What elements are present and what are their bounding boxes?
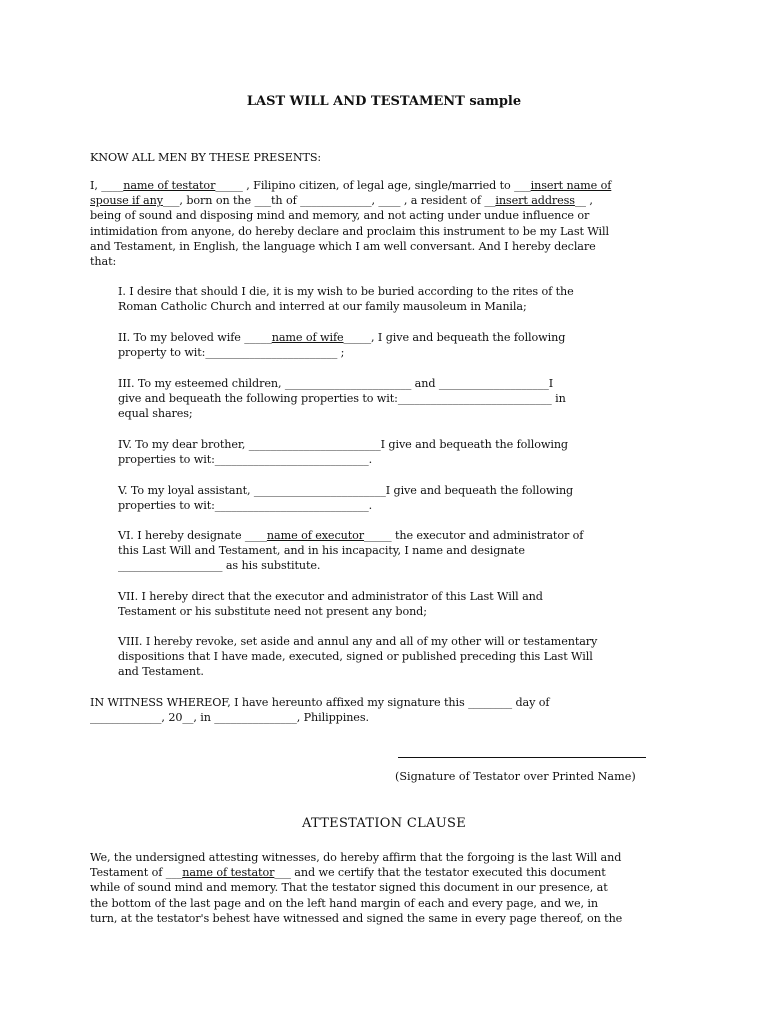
intro-paragraph — [90, 178, 680, 269]
clause-4 — [118, 437, 658, 467]
clause-4-line-1: IV. To my dear brother, ________________________I give and bequeath the following — [118, 438, 568, 451]
clause-8-line-3: and Testament. — [118, 665, 204, 679]
clause-3-line-1: III. To my esteemed children, _______________________ and ____________________I — [118, 377, 554, 390]
text-segment: ___ and we certify that the testator executed this document — [274, 866, 606, 880]
address-field: insert address — [495, 194, 575, 208]
spouse-name-field: insert name of — [530, 179, 612, 192]
clause-8-line-2: dispositions that I have made, executed, signed or published preceding this Last Will — [118, 650, 593, 664]
witness-paragraph — [90, 695, 680, 725]
clause-6-line-2: this Last Will and Testament, and in his incapacity, I name and designate — [118, 544, 525, 558]
clause-5 — [118, 483, 658, 513]
executor-name-field: name of executor — [266, 529, 365, 542]
text-segment: I, ____ — [90, 179, 124, 192]
clause-6-line-1 — [118, 528, 658, 543]
testator-name-field: name of testator — [123, 179, 216, 192]
text-segment: ___, born on the ___th of _____________, ____ , a resident of __ — [162, 194, 496, 208]
know-all-heading — [90, 150, 680, 165]
attestation-line-1: We, the undersigned attesting witnesses, do hereby affirm that the forgoing is the last Will and — [90, 851, 622, 864]
clause-7-line-1: VII. I hereby direct that the executor and administrator of this Last Will and — [118, 590, 543, 603]
attestation-title: ATTESTATION CLAUSE — [302, 816, 466, 831]
text-segment: VI. I hereby designate ____ — [118, 529, 267, 542]
text-segment: _____ , Filipino citizen, of legal age, single/married to ___ — [215, 179, 531, 192]
document-title: LAST WILL AND TESTAMENT sample — [246, 94, 522, 109]
witness-line-1: IN WITNESS WHEREOF, I have hereunto affixed my signature this ________ day of — [90, 696, 550, 709]
clause-7 — [118, 589, 658, 619]
text-segment: _____ the executor and administrator of — [364, 529, 584, 542]
clause-7-line-2: Testament or his substitute need not present any bond; — [118, 605, 427, 619]
clause-1-line-2: Roman Catholic Church and interred at our family mausoleum in Manila; — [118, 300, 527, 314]
wife-name-field: name of wife — [271, 331, 344, 344]
spouse-name-field-cont: spouse if any — [90, 194, 163, 208]
clause-5-line-2: properties to wit:____________________________. — [118, 499, 373, 513]
clause-1-line-1: I. I desire that should I die, it is my wish to be buried according to the rites of the — [118, 285, 574, 298]
clause-3-line-3: equal shares; — [118, 407, 193, 421]
attestation-paragraph — [90, 850, 680, 926]
clause-4-line-2: properties to wit:____________________________. — [118, 453, 373, 467]
know-all-text: KNOW ALL MEN BY THESE PRESENTS: — [90, 151, 322, 164]
attestation-line-4: the bottom of the last page and on the left hand margin of each and every page, and we, in — [90, 896, 599, 910]
clause-3-line-2: give and bequeath the following properties to wit:____________________________ in — [118, 392, 566, 406]
text-segment: __ , — [574, 194, 593, 208]
signature-caption: (Signature of Testator over Printed Name) — [395, 770, 636, 783]
clause-3 — [118, 376, 658, 422]
clause-8-line-1: VIII. I hereby revoke, set aside and annul any and all of my other will or testamentary — [118, 635, 598, 648]
attestation-line-3: while of sound mind and memory. That the testator signed this document in our presence, at — [90, 881, 608, 895]
intro-line-3: being of sound and disposing mind and memory, and not acting under undue influence or — [90, 209, 590, 223]
clause-8 — [118, 634, 658, 680]
intro-line-2 — [90, 193, 680, 208]
attestation-line-5: turn, at the testator's behest have witnessed and signed the same in every page thereof, on the — [90, 911, 623, 925]
clause-2-line-1 — [118, 330, 658, 345]
clause-2-line-2: property to wit:________________________ ; — [118, 346, 345, 360]
witness-line-2: _____________, 20__, in _______________, Philippines. — [90, 711, 369, 725]
text-segment: Testament of ___ — [90, 866, 183, 880]
clause-1 — [118, 284, 658, 314]
clause-6-line-3: ___________________ as his substitute. — [118, 559, 321, 573]
text-segment: II. To my beloved wife _____ — [118, 331, 272, 344]
clause-5-line-1: V. To my loyal assistant, ________________________I give and bequeath the following — [118, 484, 574, 497]
attestation-line-2 — [90, 865, 680, 880]
signature-line — [398, 757, 646, 758]
intro-line-5: and Testament, in English, the language which I am well conversant. And I hereby declare — [90, 239, 596, 253]
attestation-testator-field: name of testator — [182, 866, 275, 880]
intro-line-4: intimidation from anyone, do hereby declare and proclaim this instrument to be my Last Will — [90, 224, 609, 238]
clause-2 — [118, 330, 658, 360]
intro-line-1 — [90, 178, 680, 193]
intro-line-6: that: — [90, 255, 117, 269]
text-segment: _____, I give and bequeath the following — [343, 331, 566, 344]
clause-6 — [118, 528, 658, 574]
